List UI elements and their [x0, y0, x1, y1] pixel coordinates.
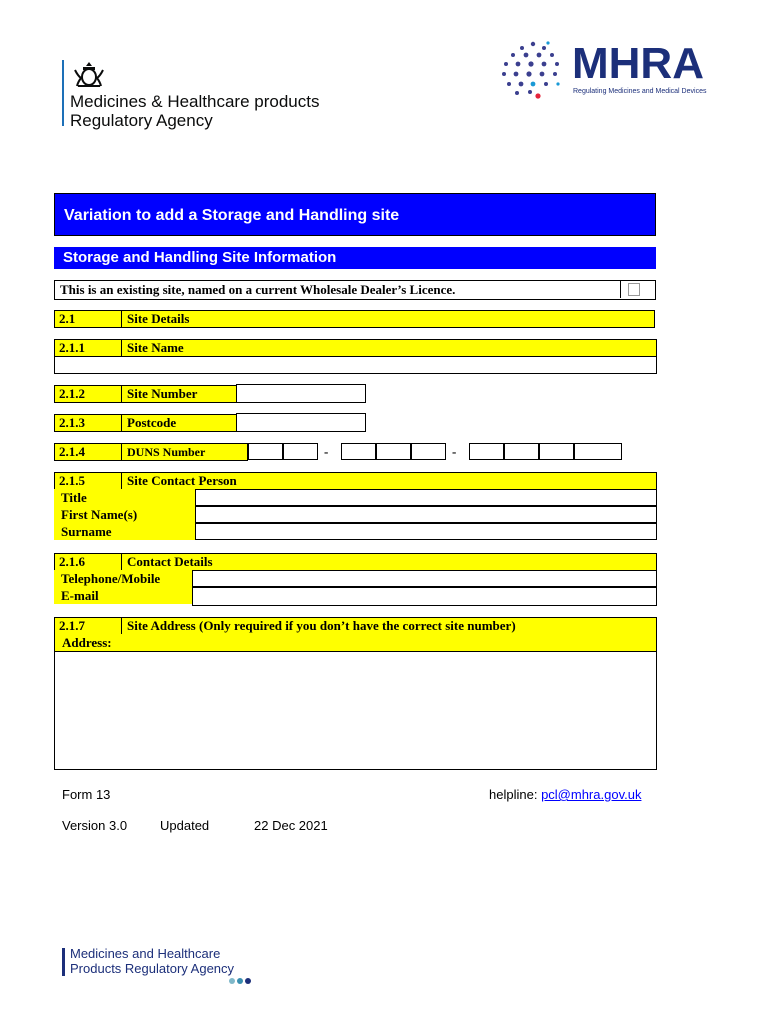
agency-name-line1: Medicines & Healthcare products	[70, 92, 320, 111]
site-number-field[interactable]	[236, 384, 366, 403]
row-2-1-7-number: 2.1.7	[59, 618, 85, 633]
row-2-1-1	[54, 339, 657, 357]
row-2-1-7	[54, 617, 657, 635]
row-2-1-5	[54, 472, 657, 490]
mhra-brand-tagline: Regulating Medicines and Medical Devices	[573, 88, 707, 95]
contact-first-names-field[interactable]	[195, 506, 657, 523]
contact-surname-label: Surname	[54, 523, 195, 540]
row-2-1-1-number: 2.1.1	[59, 340, 85, 355]
existing-site-row	[54, 280, 656, 300]
footer-logo-line1: Medicines and Healthcare	[70, 946, 221, 961]
gov-divider-line	[62, 60, 64, 126]
helpline-email-link[interactable]: pcl@mhra.gov.uk	[541, 787, 642, 802]
updated-date: 22 Dec 2021	[254, 818, 328, 833]
row-2-1-6-number: 2.1.6	[59, 554, 85, 569]
address-field[interactable]	[54, 651, 657, 770]
agency-name	[70, 92, 319, 130]
mhra-brand-word: MHRA	[572, 39, 704, 88]
row-2-1-2-number: 2.1.2	[59, 386, 85, 401]
agency-name-line2: Regulatory Agency	[70, 111, 213, 130]
duns-digit-6[interactable]	[469, 443, 504, 460]
duns-digit-4[interactable]	[376, 443, 411, 460]
helpline	[489, 787, 641, 802]
row-2-1-6-label: Contact Details	[127, 554, 213, 569]
postcode-field[interactable]	[236, 413, 366, 432]
version-text: Version 3.0	[62, 818, 128, 833]
helpline-label: helpline:	[489, 787, 538, 802]
row-2-1-number: 2.1	[59, 311, 76, 326]
row-2-1-3-label: Postcode	[127, 415, 177, 430]
email-label: E-mail	[54, 587, 192, 604]
email-field[interactable]	[192, 587, 657, 606]
existing-site-text: This is an existing site, named on a current Wholesale Dealer’s Licence.	[60, 282, 456, 297]
row-2-1-4	[54, 443, 248, 461]
section-title: Storage and Handling Site Information	[54, 247, 656, 269]
duns-separator: -	[324, 444, 329, 459]
royal-crest-icon	[72, 60, 106, 88]
mhra-dots-logo-icon	[500, 40, 566, 102]
row-2-1-7-label: Site Address (Only required if you don’t have the correct site number)	[127, 618, 516, 633]
row-2-1-2-label: Site Number	[127, 386, 198, 401]
duns-digit-2[interactable]	[283, 443, 318, 460]
row-2-1	[54, 310, 655, 328]
form-title: Variation to add a Storage and Handling site	[54, 193, 656, 236]
site-name-field[interactable]	[54, 356, 657, 374]
updated-label: Updated	[160, 818, 210, 833]
duns-digit-9[interactable]	[574, 443, 622, 460]
contact-first-names-label: First Name(s)	[54, 506, 195, 523]
row-2-1-2	[54, 385, 237, 403]
row-2-1-6	[54, 553, 657, 571]
duns-separator: -	[452, 444, 457, 459]
contact-title-label: Title	[54, 489, 195, 506]
contact-surname-field[interactable]	[195, 523, 657, 540]
address-label: Address:	[54, 634, 657, 651]
row-2-1-1-label: Site Name	[127, 340, 184, 355]
row-2-1-4-label: DUNS Number	[127, 445, 206, 459]
contact-title-field[interactable]	[195, 489, 657, 506]
footer-logo-dots-icon	[228, 977, 256, 985]
duns-digit-3[interactable]	[341, 443, 376, 460]
row-2-1-5-label: Site Contact Person	[127, 473, 237, 488]
footer-logo-line2: Products Regulatory Agency	[70, 961, 235, 976]
row-2-1-3	[54, 414, 237, 432]
duns-digit-8[interactable]	[539, 443, 574, 460]
duns-digit-1[interactable]	[248, 443, 283, 460]
row-2-1-3-number: 2.1.3	[59, 415, 85, 430]
footer-agency-logo	[70, 946, 234, 976]
telephone-label: Telephone/Mobile	[54, 570, 192, 587]
row-2-1-4-number: 2.1.4	[59, 444, 85, 459]
telephone-field[interactable]	[192, 570, 657, 587]
row-2-1-5-number: 2.1.5	[59, 473, 85, 488]
row-2-1-label: Site Details	[127, 311, 190, 326]
duns-digit-7[interactable]	[504, 443, 539, 460]
existing-site-checkbox[interactable]	[628, 283, 640, 296]
form-number: Form 13	[62, 787, 111, 802]
duns-digit-5[interactable]	[411, 443, 446, 460]
footer-logo-bar	[62, 948, 65, 976]
